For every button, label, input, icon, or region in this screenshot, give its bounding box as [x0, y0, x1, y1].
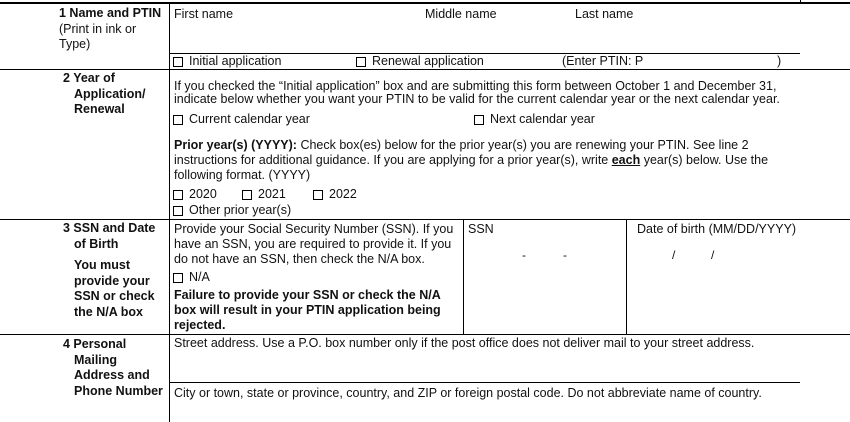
prior-years-line-1 — [174, 138, 749, 154]
year-2021-checkbox[interactable] — [242, 190, 252, 200]
line3-label-must-4: the N/A box — [74, 304, 143, 319]
line4-label-2: Mailing — [74, 352, 118, 367]
ssn-separator-1: - — [522, 248, 526, 262]
initial-application-checkbox[interactable] — [173, 57, 183, 67]
next-calendar-year-checkbox[interactable] — [474, 115, 484, 125]
ssn-field-label: SSN — [468, 222, 494, 236]
ssn-na-checkbox[interactable] — [173, 273, 183, 283]
dob-input[interactable] — [629, 240, 799, 270]
line4-label-3: Address and — [74, 368, 150, 382]
current-calendar-year-checkbox[interactable] — [173, 115, 183, 125]
renewal-application-label: Renewal application — [372, 54, 484, 68]
other-prior-years-checkbox[interactable] — [173, 206, 183, 216]
line2-bottom-border — [0, 219, 850, 220]
current-calendar-year-label: Current calendar year — [189, 112, 310, 126]
dob-column-divider — [626, 219, 627, 334]
line3-label — [63, 221, 155, 320]
ssn-input[interactable] — [466, 240, 624, 270]
line1-label — [59, 6, 161, 53]
year-2021-label: 2021 — [258, 187, 286, 201]
prior-years-heading: Prior year(s) (YYYY): — [174, 138, 297, 152]
city-state-zip-label: City or town, state or province, country, and ZIP or foreign postal code. Do not abbreviate name of country. — [174, 386, 762, 400]
year-2020-checkbox[interactable] — [173, 190, 183, 200]
line3-label-must-1: You must — [74, 258, 131, 272]
line3-label-must-3: SSN or check — [74, 289, 155, 303]
prior-years-line-3: following format. (YYYY) — [174, 168, 311, 182]
ssn-instructions-1: Provide your Social Security Number (SSN). If you — [174, 222, 454, 236]
ssn-instructions-2: have an SSN, you are required to provide it. If you — [174, 237, 452, 251]
line3-label-1: 3 SSN and Date — [63, 221, 156, 235]
line1-label-sub1: (Print in ink or — [59, 21, 137, 36]
enter-ptin-label: (Enter PTIN: P — [562, 54, 644, 68]
middle-name-label: Middle name — [425, 7, 497, 21]
next-calendar-year-label: Next calendar year — [490, 112, 595, 126]
year-2022-checkbox[interactable] — [313, 190, 323, 200]
renewal-application-checkbox[interactable] — [356, 57, 366, 67]
top-right-tick — [800, 0, 801, 4]
line1-label-sub2: Type) — [59, 37, 91, 51]
line2-label-1: 2 Year of — [63, 71, 115, 85]
line4-label — [63, 337, 163, 399]
street-address-label: Street address. Use a P.O. box number only if the post office does not deliver mail to your street address. — [174, 336, 755, 350]
line3-label-must-2: provide your — [74, 273, 150, 288]
line4-label-1: 4 Personal — [63, 337, 127, 351]
line2-label — [63, 71, 146, 118]
ssn-warning-3: rejected. — [174, 318, 226, 332]
enter-ptin-close: ) — [777, 54, 782, 68]
initial-application-label: Initial application — [189, 54, 282, 68]
ssn-column-divider — [463, 219, 464, 334]
top-border — [0, 2, 850, 4]
ssn-warning-2: box will result in your PTIN application being — [174, 303, 441, 317]
line4-label-4: Phone Number — [74, 383, 163, 398]
street-address-bottom-border — [169, 382, 800, 383]
prior-years-text-2: instructions for additional guidance. If you are applying for a prior year(s), write — [174, 153, 612, 167]
year-instructions-1: If you checked the “Initial application” box and are submitting this form between October 1 and December 31, — [174, 79, 777, 93]
dob-separator-2: / — [711, 248, 715, 262]
prior-years-each: each — [611, 153, 641, 167]
dob-separator-1: / — [672, 248, 676, 262]
ssn-na-label: N/A — [189, 270, 210, 284]
ssn-warning-1: Failure to provide your SSN or check the N/A — [174, 288, 441, 302]
last-name-label: Last name — [575, 7, 634, 21]
line1-label-title: 1 Name and PTIN — [59, 6, 162, 20]
year-2022-label: 2022 — [329, 187, 357, 201]
year-2020-label: 2020 — [189, 187, 217, 201]
year-instructions-2: indicate below whether you want your PTIN to be valid for the current calendar year or the next calendar year. — [174, 92, 780, 106]
line3-bottom-border — [0, 334, 850, 335]
line2-label-3: Renewal — [74, 102, 125, 116]
first-name-label: First name — [174, 7, 234, 21]
city-state-zip-input[interactable] — [171, 402, 799, 422]
ssn-separator-2: - — [563, 248, 567, 262]
dob-field-label: Date of birth (MM/DD/YYYY) — [637, 222, 797, 236]
prior-years-text-1: Check box(es) below for the prior year(s) you are renewing your PTIN. See line 2 — [296, 138, 749, 152]
ssn-instructions-3: do not have an SSN, then check the N/A box. — [174, 252, 425, 266]
other-prior-years-label: Other prior year(s) — [189, 203, 292, 217]
street-address-input[interactable] — [171, 352, 799, 381]
prior-years-text-2b: year(s) below. Use the — [640, 153, 769, 167]
line2-label-2: Application/ — [74, 86, 146, 101]
label-column-divider — [169, 3, 170, 422]
prior-years-line-2 — [174, 153, 768, 169]
line3-label-2: of Birth — [74, 236, 119, 251]
